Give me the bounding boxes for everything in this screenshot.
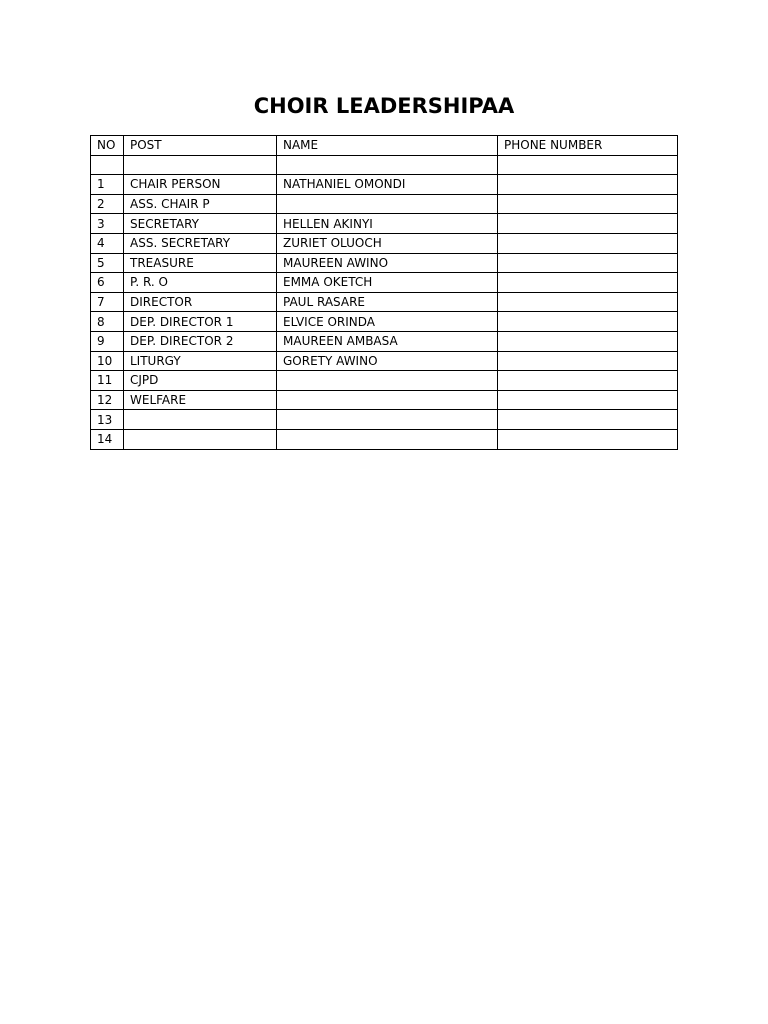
cell-no: 8 [91, 312, 124, 332]
header-post: POST [124, 136, 277, 156]
cell-phone [498, 312, 678, 332]
cell-no: 10 [91, 351, 124, 371]
cell-name [277, 194, 498, 214]
table-row [91, 331, 678, 351]
cell-no: 4 [91, 233, 124, 253]
cell-phone [498, 371, 678, 391]
cell-name: PAUL RASARE [277, 292, 498, 312]
cell-post: TREASURE [124, 253, 277, 273]
cell-phone [498, 155, 678, 175]
header-name: NAME [277, 136, 498, 156]
table-row [91, 253, 678, 273]
cell-no: 1 [91, 175, 124, 195]
table-row [91, 155, 678, 175]
cell-phone [498, 214, 678, 234]
cell-name: HELLEN AKINYI [277, 214, 498, 234]
table-row [91, 351, 678, 371]
cell-name: MAUREEN AMBASA [277, 331, 498, 351]
table-body [91, 155, 678, 449]
cell-no: 2 [91, 194, 124, 214]
cell-post: SECRETARY [124, 214, 277, 234]
cell-phone [498, 194, 678, 214]
table-row [91, 194, 678, 214]
cell-name [277, 155, 498, 175]
cell-name [277, 410, 498, 430]
cell-no: 13 [91, 410, 124, 430]
cell-post: ASS. CHAIR P [124, 194, 277, 214]
cell-phone [498, 292, 678, 312]
cell-name [277, 429, 498, 449]
table-row [91, 273, 678, 293]
table-row [91, 175, 678, 195]
cell-name: NATHANIEL OMONDI [277, 175, 498, 195]
table-row [91, 312, 678, 332]
cell-post: DEP. DIRECTOR 2 [124, 331, 277, 351]
cell-post: CJPD [124, 371, 277, 391]
document-title: CHOIR LEADERSHIPAA [253, 94, 515, 118]
table-row [91, 410, 678, 430]
cell-no [91, 155, 124, 175]
table-row [91, 371, 678, 391]
cell-post: DEP. DIRECTOR 1 [124, 312, 277, 332]
table-row [91, 390, 678, 410]
cell-phone [498, 273, 678, 293]
cell-name: ELVICE ORINDA [277, 312, 498, 332]
cell-no: 9 [91, 331, 124, 351]
table-header [91, 136, 678, 156]
cell-post: CHAIR PERSON [124, 175, 277, 195]
cell-name [277, 390, 498, 410]
cell-phone [498, 175, 678, 195]
cell-no: 14 [91, 429, 124, 449]
table-row [91, 233, 678, 253]
cell-no: 5 [91, 253, 124, 273]
cell-name: MAUREEN AWINO [277, 253, 498, 273]
cell-name: GORETY AWINO [277, 351, 498, 371]
table-row [91, 292, 678, 312]
cell-post [124, 155, 277, 175]
cell-no: 6 [91, 273, 124, 293]
cell-post: ASS. SECRETARY [124, 233, 277, 253]
cell-post: WELFARE [124, 390, 277, 410]
cell-post: P. R. O [124, 273, 277, 293]
cell-name: EMMA OKETCH [277, 273, 498, 293]
cell-phone [498, 390, 678, 410]
header-no: NO [91, 136, 124, 156]
table-row [91, 214, 678, 234]
cell-phone [498, 253, 678, 273]
cell-post [124, 410, 277, 430]
table-row [91, 429, 678, 449]
cell-name [277, 371, 498, 391]
cell-post: LITURGY [124, 351, 277, 371]
table-header-row [91, 136, 678, 156]
cell-no: 7 [91, 292, 124, 312]
leadership-table [90, 135, 678, 450]
cell-phone [498, 351, 678, 371]
cell-phone [498, 331, 678, 351]
cell-post: DIRECTOR [124, 292, 277, 312]
cell-phone [498, 429, 678, 449]
cell-no: 12 [91, 390, 124, 410]
cell-phone [498, 410, 678, 430]
cell-name: ZURIET OLUOCH [277, 233, 498, 253]
cell-post [124, 429, 277, 449]
cell-no: 11 [91, 371, 124, 391]
cell-phone [498, 233, 678, 253]
header-phone: PHONE NUMBER [498, 136, 678, 156]
cell-no: 3 [91, 214, 124, 234]
